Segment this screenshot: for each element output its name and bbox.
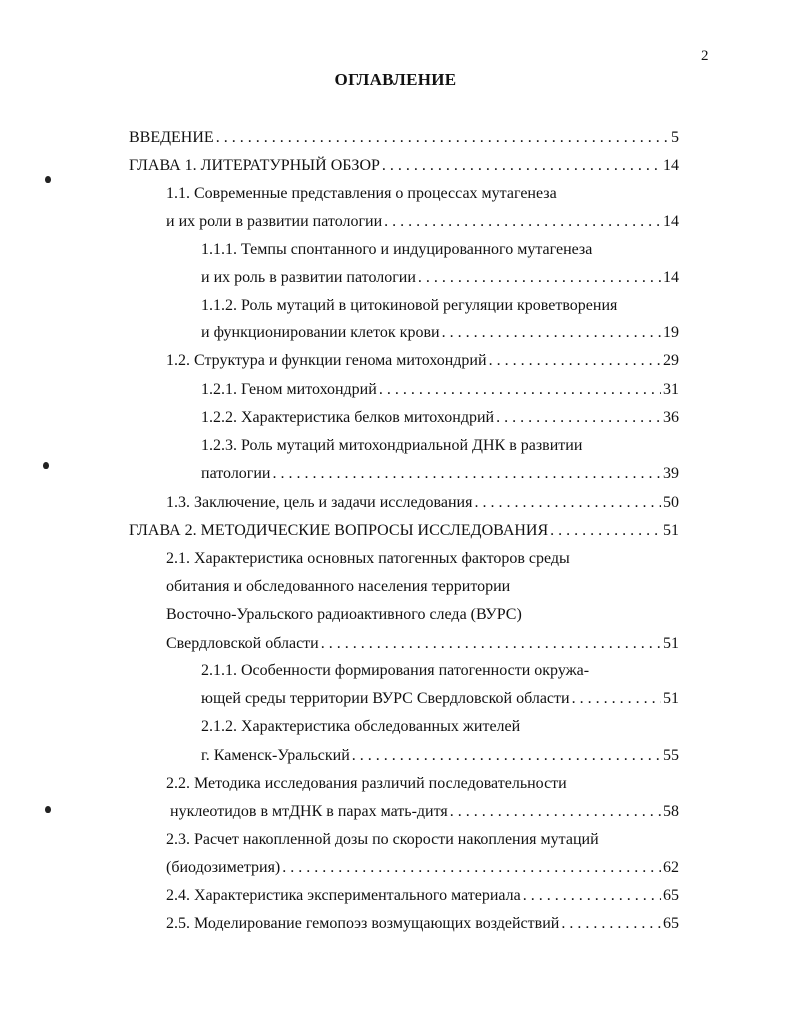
page-title: ОГЛАВЛЕНИЕ [334, 70, 457, 89]
page-number: 2 [701, 48, 709, 64]
toc-entry[interactable] [201, 408, 679, 428]
toc-entry-text: 2.1.1. Особенности формирования патогенности окружа- [201, 662, 590, 679]
toc-entry[interactable] [201, 240, 679, 260]
toc-entry-page: 62 [663, 859, 679, 876]
toc-entry[interactable] [166, 549, 679, 569]
toc-entry[interactable] [129, 128, 679, 148]
toc-entry-text: 1.1. Современные представления о процессах мутагенеза [166, 185, 557, 202]
toc-entry-text: 1.2.1. Геном митохондрий [201, 381, 377, 398]
toc-entry[interactable] [166, 886, 679, 906]
toc-entry-text: Свердловской области [166, 635, 319, 652]
toc-entry-text: и их роль в развитии патологии [201, 269, 416, 286]
toc-entry-text: 1.3. Заключение, цель и задачи исследования [166, 494, 473, 511]
toc-leader-dots [474, 493, 661, 513]
toc-entry[interactable] [201, 661, 679, 681]
toc-entry-page: 50 [663, 494, 679, 511]
toc-leader-dots [382, 156, 661, 176]
toc-leader-dots [418, 268, 661, 288]
toc-entry[interactable] [166, 634, 679, 654]
toc-entry-text: 1.1.2. Роль мутаций в цитокиновой регуляции кроветворения [201, 297, 618, 314]
toc-entry-text: и их роли в развитии патологии [166, 213, 383, 230]
toc-entry[interactable] [166, 858, 679, 878]
toc-leader-dots [442, 323, 661, 343]
toc-entry-text: 1.2.3. Роль мутаций митохондриальной ДНК в развитии [201, 437, 583, 454]
toc-entry-page: 14 [663, 157, 679, 174]
toc-leader-dots [496, 408, 661, 428]
toc-entry[interactable] [170, 802, 679, 822]
toc-entry-page: 51 [663, 522, 679, 539]
toc-entry-page: 65 [663, 887, 679, 904]
toc-entry-text: нуклеотидов в мтДНК в парах мать-дитя [170, 803, 448, 820]
toc-entry-text: ГЛАВА 2. МЕТОДИЧЕСКИЕ ВОПРОСЫ ИССЛЕДОВАНИЯ [129, 522, 549, 539]
toc-entry[interactable] [166, 493, 679, 513]
toc-leader-dots [489, 351, 661, 371]
toc-entry-text: 2.5. Моделирование гемопоэз возмущающих воздействий [166, 915, 560, 932]
toc-leader-dots [561, 914, 661, 934]
toc-entry-page: 51 [663, 635, 679, 652]
toc-entry-text: ющей среды территории ВУРС Свердловской области [201, 690, 570, 707]
toc-entry[interactable] [166, 914, 679, 934]
toc-entry[interactable] [166, 212, 679, 232]
toc-entry[interactable] [201, 689, 679, 709]
toc-entry-text: обитания и обследованного населения территории [166, 578, 511, 595]
toc-entry[interactable] [201, 296, 679, 316]
toc-entry-page: 19 [663, 324, 679, 341]
toc-entry[interactable] [166, 351, 679, 371]
toc-leader-dots [352, 746, 661, 766]
toc-leader-dots [216, 128, 669, 148]
toc-entry-text: 2.2. Методика исследования различий последовательности [166, 775, 567, 792]
toc-entry[interactable] [201, 268, 679, 288]
toc-leader-dots [572, 689, 661, 709]
toc-leader-dots [379, 380, 661, 400]
toc-entry[interactable] [201, 436, 679, 456]
toc-leader-dots [273, 464, 662, 484]
toc-entry-page: 58 [663, 803, 679, 820]
toc-entry-text: 2.3. Расчет накопленной дозы по скорости накопления мутаций [166, 831, 599, 848]
toc-entry-text: ГЛАВА 1. ЛИТЕРАТУРНЫЙ ОБЗОР [129, 157, 380, 174]
toc-entry[interactable] [166, 184, 679, 204]
toc-entry-text: Восточно-Уральского радиоактивного следа (ВУРС) [166, 606, 522, 623]
toc-leader-dots [384, 212, 661, 232]
toc-entry-text: 1.2.2. Характеристика белков митохондрий [201, 409, 495, 426]
toc-entry[interactable] [201, 323, 679, 343]
toc-entry-page: 14 [663, 213, 679, 230]
toc-entry-text: 1.1.1. Темпы спонтанного и индуцированного мутагенеза [201, 241, 593, 258]
toc-leader-dots [523, 886, 661, 906]
toc-entry-text: и функционировании клеток крови [201, 324, 440, 341]
toc-entry-text: патологии [201, 465, 271, 482]
toc-entry[interactable] [166, 774, 679, 794]
toc-entry-page: 55 [663, 747, 679, 764]
toc-entry-text: 2.1. Характеристика основных патогенных факторов среды [166, 550, 570, 567]
toc-entry-text: ВВЕДЕНИЕ [129, 129, 214, 146]
toc-leader-dots [450, 802, 661, 822]
toc-entry-page: 14 [663, 269, 679, 286]
toc-entry-text: г. Каменск-Уральский [201, 747, 350, 764]
toc-entry[interactable] [166, 605, 679, 625]
toc-entry-page: 31 [663, 381, 679, 398]
toc-entry-page: 29 [663, 352, 679, 369]
toc-entry-text: 2.1.2. Характеристика обследованных жителей [201, 718, 521, 735]
toc-entry-page: 39 [663, 465, 679, 482]
toc-entry-page: 5 [671, 129, 679, 146]
toc-entry[interactable] [166, 830, 679, 850]
toc-entry[interactable] [201, 464, 679, 484]
toc-entry[interactable] [166, 577, 679, 597]
toc-entry[interactable] [201, 380, 679, 400]
toc-leader-dots [282, 858, 661, 878]
toc-entry-page: 65 [663, 915, 679, 932]
toc-entry-text: 1.2. Структура и функции генома митохондрий [166, 352, 487, 369]
toc-entry-page: 36 [663, 409, 679, 426]
toc-entry[interactable] [129, 521, 679, 541]
toc-entry-page: 51 [663, 690, 679, 707]
toc-entry-text: (биодозиметрия) [166, 859, 281, 876]
toc-leader-dots [321, 634, 661, 654]
toc-leader-dots [550, 521, 661, 541]
toc-entry-text: 2.4. Характеристика экспериментального материала [166, 887, 521, 904]
toc-entry[interactable] [201, 717, 679, 737]
toc-entry[interactable] [129, 156, 679, 176]
toc-entry[interactable] [201, 746, 679, 766]
